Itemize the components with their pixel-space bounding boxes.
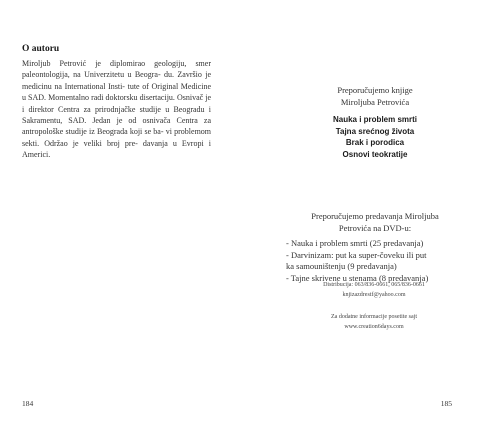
lecture-line: - Nauka i problem smrti (25 predavanja) xyxy=(286,238,424,248)
lectures-intro xyxy=(286,211,464,234)
books-intro-line: Preporučujemo knjige xyxy=(337,85,413,95)
distribution-email: knjizazdrestf@yahoo.com xyxy=(342,291,406,298)
book-title: Osnovi teokratije xyxy=(342,149,408,159)
lecture-line: - Darvinizam: put ka super-čoveku ili put xyxy=(286,249,427,260)
bio-line: radi doktorsku disertaciju. Osnivač je i direktor xyxy=(22,93,212,114)
bio-line: davanja u Evropi i Americi. xyxy=(22,138,211,160)
recommended-books-section xyxy=(300,85,450,160)
recommended-lectures-section xyxy=(286,211,464,284)
website-url: www.creation6days.com xyxy=(344,323,404,330)
lecture-line: ka samouništenju (9 predavanja) xyxy=(286,261,397,271)
website-note: Za dodatne informacije posetite sajt xyxy=(331,314,417,320)
books-intro-line: Miroljuba Petrovića xyxy=(340,96,410,107)
lecture-line: - Tajne skrivene u stenama (8 predavanja) xyxy=(286,272,429,283)
lectures-intro-line: Petrovića na DVD-u: xyxy=(338,222,412,233)
book-title: Tajna srećnog života xyxy=(335,126,415,136)
bio-line: smer paleontologija, na Univerzitetu u Beogra- xyxy=(22,59,211,80)
bio-line: tute of Original Medicine u SAD. Momentalno xyxy=(22,81,212,103)
distribution-phones: Distribucija: 063/836-0661, 065/836-0661 xyxy=(323,282,425,288)
bio-line: vi problemom sekti. Održao je veliki broj pre- xyxy=(22,127,212,148)
about-author-heading: O autoru xyxy=(22,44,60,54)
author-bio xyxy=(22,58,211,161)
books-intro xyxy=(300,85,450,108)
page-number-right: 185 xyxy=(440,399,452,408)
bio-line: Miroljub Petrović je diplomirao geologiju, xyxy=(22,59,187,68)
bio-line: Centra za prirodnjačke studije u Beogradu i xyxy=(58,104,212,114)
website-info xyxy=(284,313,464,332)
bio-line: Sakramentu, SAD. Jedan je od osnivača Centra xyxy=(22,116,198,126)
books-list xyxy=(300,114,450,160)
book-title: Brak i porodica xyxy=(345,138,405,147)
bio-line: du. Završio je medicinu na International Insti- xyxy=(22,70,211,91)
distribution-info xyxy=(284,281,464,300)
bio-line: za antropološke studije iz Beograda koji se ba- xyxy=(22,116,212,137)
lectures-list xyxy=(286,238,464,284)
lectures-intro-line: Preporučujemo predavanja Miroljuba xyxy=(311,211,439,221)
right-page xyxy=(240,0,480,432)
page-number-left: 184 xyxy=(22,399,34,408)
book-title: Nauka i problem smrti xyxy=(332,115,418,124)
